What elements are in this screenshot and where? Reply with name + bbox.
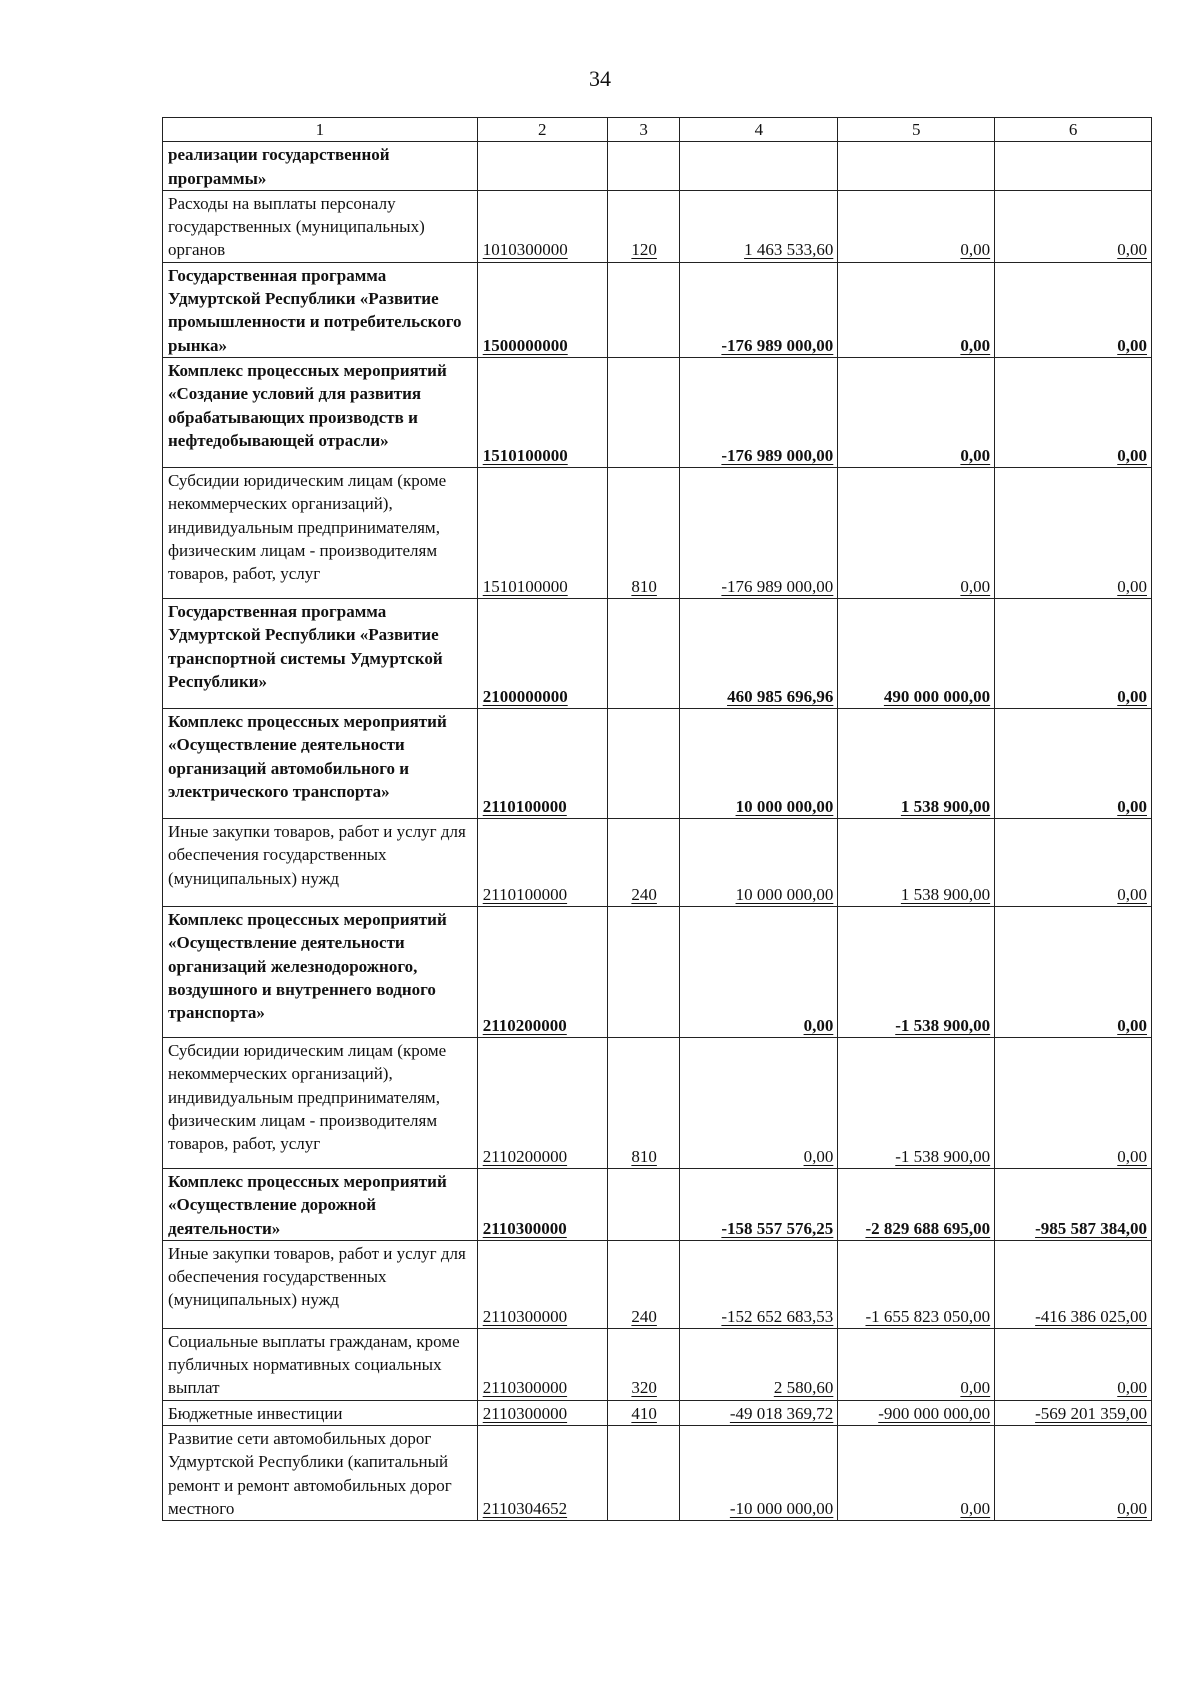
cell-amount-col6-text: 0,00 xyxy=(1117,884,1147,904)
cell-name xyxy=(163,262,478,357)
cell-amount-col4 xyxy=(680,262,838,357)
cell-target-code-text: 2110300000 xyxy=(482,1378,568,1398)
cell-expense-type xyxy=(607,906,680,1037)
cell-amount-col6 xyxy=(995,708,1152,818)
cell-expense-type xyxy=(607,262,680,357)
cell-amount-col4-text: 0,00 xyxy=(803,1015,834,1035)
cell-amount-col4 xyxy=(680,1328,838,1400)
cell-expense-type xyxy=(607,818,680,906)
cell-amount-col6 xyxy=(995,1240,1152,1328)
cell-amount-col6 xyxy=(995,906,1152,1037)
cell-amount-col5 xyxy=(838,142,995,191)
cell-amount-col4-text: 10 000 000,00 xyxy=(735,884,834,904)
table-row xyxy=(163,357,1152,467)
cell-target-code xyxy=(477,190,607,262)
cell-expense-type xyxy=(607,467,680,598)
cell-amount-col6 xyxy=(995,818,1152,906)
cell-expense-type-text: 810 xyxy=(631,1146,657,1166)
cell-amount-col4-text: -176 989 000,00 xyxy=(721,335,834,355)
cell-amount-col5 xyxy=(838,1426,995,1521)
table-row xyxy=(163,818,1152,906)
cell-amount-col6 xyxy=(995,1168,1152,1240)
cell-amount-col5 xyxy=(838,190,995,262)
cell-amount-col6 xyxy=(995,262,1152,357)
table-row xyxy=(163,708,1152,818)
cell-amount-col4-text: 0,00 xyxy=(803,1146,834,1166)
cell-target-code xyxy=(477,708,607,818)
cell-expense-type-text: 410 xyxy=(631,1403,657,1423)
cell-amount-col5-text: 1 538 900,00 xyxy=(900,884,991,904)
cell-name-text: Комплекс процессных мероприятий «Осуществление деятельности организаций автомобильного и электрического транспорта» xyxy=(168,711,447,801)
cell-expense-type xyxy=(607,142,680,191)
cell-amount-col5 xyxy=(838,906,995,1037)
cell-name-text: Комплекс процессных мероприятий «Создание условий для развития обрабатывающих производств и нефтедобывающей отрасли» xyxy=(168,360,447,450)
cell-amount-col5-text: 0,00 xyxy=(960,335,991,355)
cell-amount-col5-text: 0,00 xyxy=(960,1378,991,1398)
cell-expense-type xyxy=(607,708,680,818)
cell-expense-type xyxy=(607,1400,680,1425)
cell-expense-type-text: 240 xyxy=(631,1306,657,1326)
cell-amount-col6 xyxy=(995,1400,1152,1425)
cell-target-code xyxy=(477,1400,607,1425)
cell-amount-col6-text: 0,00 xyxy=(1117,1378,1147,1398)
cell-name xyxy=(163,818,478,906)
cell-name xyxy=(163,1328,478,1400)
cell-amount-col6-text: 0,00 xyxy=(1117,240,1147,260)
cell-target-code-text: 1010300000 xyxy=(482,240,568,260)
table-row xyxy=(163,190,1152,262)
cell-amount-col4 xyxy=(680,1037,838,1168)
cell-amount-col5-text: -1 655 823 050,00 xyxy=(865,1306,991,1326)
cell-amount-col5-text: -1 538 900,00 xyxy=(895,1146,991,1166)
cell-target-code xyxy=(477,1168,607,1240)
header-col-4: 4 xyxy=(680,118,838,142)
cell-amount-col5 xyxy=(838,1400,995,1425)
cell-expense-type-text: 240 xyxy=(631,884,657,904)
cell-amount-col4-text: 460 985 696,96 xyxy=(727,686,834,706)
cell-target-code-text: 2110100000 xyxy=(482,796,567,816)
cell-amount-col6 xyxy=(995,598,1152,708)
cell-amount-col4 xyxy=(680,142,838,191)
cell-amount-col4-text: -176 989 000,00 xyxy=(721,576,834,596)
cell-target-code xyxy=(477,467,607,598)
cell-expense-type-text: 810 xyxy=(631,576,657,596)
cell-expense-type xyxy=(607,357,680,467)
cell-amount-col5 xyxy=(838,1328,995,1400)
cell-amount-col4-text: -152 652 683,53 xyxy=(721,1306,834,1326)
cell-expense-type-text: 320 xyxy=(631,1378,657,1398)
cell-name-text: Субсидии юридическим лицам (кроме некоммерческих организаций), индивидуальным предпринимателям, физическим лицам - производителям товаров, работ, услуг xyxy=(168,1040,447,1154)
table-row xyxy=(163,142,1152,191)
cell-expense-type-text: 120 xyxy=(631,240,657,260)
cell-name-text: Иные закупки товаров, работ и услуг для обеспечения государственных (муниципальных) нужд xyxy=(168,821,466,888)
cell-name-text: Субсидии юридическим лицам (кроме некоммерческих организаций), индивидуальным предпринимателям, физическим лицам - производителям товаров, работ, услуг xyxy=(168,470,447,584)
table-row xyxy=(163,1240,1152,1328)
cell-amount-col5 xyxy=(838,1168,995,1240)
cell-amount-col5-text: 490 000 000,00 xyxy=(883,686,991,706)
cell-amount-col4 xyxy=(680,1426,838,1521)
cell-amount-col5 xyxy=(838,1037,995,1168)
cell-name-text: реализации государственной программы» xyxy=(168,145,390,188)
cell-expense-type xyxy=(607,1328,680,1400)
cell-amount-col6 xyxy=(995,1037,1152,1168)
cell-amount-col6 xyxy=(995,142,1152,191)
cell-amount-col6-text: 0,00 xyxy=(1117,445,1147,465)
cell-amount-col4-text: -49 018 369,72 xyxy=(729,1403,834,1423)
cell-amount-col5 xyxy=(838,598,995,708)
cell-expense-type xyxy=(607,1168,680,1240)
cell-amount-col5-text: 0,00 xyxy=(960,576,991,596)
table-row xyxy=(163,467,1152,598)
table-row xyxy=(163,1328,1152,1400)
cell-amount-col5 xyxy=(838,708,995,818)
cell-amount-col5-text: 0,00 xyxy=(960,445,991,465)
cell-target-code-text: 2110300000 xyxy=(482,1403,568,1423)
cell-amount-col5-text: 0,00 xyxy=(960,240,991,260)
cell-amount-col5 xyxy=(838,357,995,467)
cell-target-code-text: 2100000000 xyxy=(482,686,568,706)
cell-amount-col6-text: 0,00 xyxy=(1117,796,1147,816)
cell-target-code xyxy=(477,1240,607,1328)
cell-target-code-text: 2110300000 xyxy=(482,1306,568,1326)
cell-amount-col6-text: -416 386 025,00 xyxy=(1035,1306,1147,1326)
cell-name xyxy=(163,1426,478,1521)
cell-target-code-text: 2110304652 xyxy=(482,1498,568,1518)
cell-amount-col6 xyxy=(995,357,1152,467)
cell-amount-col4 xyxy=(680,708,838,818)
cell-target-code-text: 2110200000 xyxy=(482,1015,567,1035)
cell-amount-col4 xyxy=(680,818,838,906)
cell-amount-col4 xyxy=(680,1168,838,1240)
cell-amount-col6-text: 0,00 xyxy=(1117,1146,1147,1166)
cell-target-code xyxy=(477,598,607,708)
cell-name xyxy=(163,142,478,191)
cell-amount-col5 xyxy=(838,262,995,357)
cell-amount-col4 xyxy=(680,1240,838,1328)
table-header-row xyxy=(163,118,1152,142)
cell-name-text: Государственная программа Удмуртской Республики «Развитие транспортной системы Удмуртской Республики» xyxy=(168,601,443,691)
cell-target-code-text: 1500000000 xyxy=(482,335,568,355)
cell-name-text: Расходы на выплаты персоналу государственных (муниципальных) органов xyxy=(168,193,425,260)
cell-name-text: Социальные выплаты гражданам, кроме публичных нормативных социальных выплат xyxy=(168,1331,460,1398)
cell-amount-col4 xyxy=(680,906,838,1037)
header-col-3: 3 xyxy=(607,118,680,142)
table-row xyxy=(163,906,1152,1037)
cell-amount-col5 xyxy=(838,1240,995,1328)
cell-amount-col6-text: 0,00 xyxy=(1117,1498,1147,1518)
cell-amount-col5-text: 0,00 xyxy=(960,1498,991,1518)
cell-amount-col4-text: 2 580,60 xyxy=(773,1378,834,1398)
cell-amount-col4 xyxy=(680,357,838,467)
cell-name-text: Бюджетные инвестиции xyxy=(168,1403,343,1423)
cell-expense-type xyxy=(607,1240,680,1328)
cell-amount-col6 xyxy=(995,1426,1152,1521)
cell-expense-type xyxy=(607,598,680,708)
cell-name xyxy=(163,598,478,708)
cell-amount-col4 xyxy=(680,1400,838,1425)
cell-target-code-text: 2110200000 xyxy=(482,1146,568,1166)
cell-amount-col6-text: -985 587 384,00 xyxy=(1035,1218,1147,1238)
cell-target-code xyxy=(477,1037,607,1168)
table-row xyxy=(163,1426,1152,1521)
cell-amount-col6 xyxy=(995,190,1152,262)
budget-table xyxy=(162,117,1152,1521)
cell-amount-col6 xyxy=(995,1328,1152,1400)
cell-amount-col6-text: 0,00 xyxy=(1117,335,1147,355)
cell-name-text: Развитие сети автомобильных дорог Удмуртской Республики (капитальный ремонт и ремонт автомобильных дорог местного xyxy=(168,1429,452,1518)
cell-amount-col4-text: -176 989 000,00 xyxy=(721,445,834,465)
cell-amount-col4-text: 10 000 000,00 xyxy=(735,796,834,816)
cell-amount-col4-text: -10 000 000,00 xyxy=(729,1498,834,1518)
cell-amount-col6-text: -569 201 359,00 xyxy=(1035,1403,1147,1423)
cell-name xyxy=(163,1240,478,1328)
cell-target-code-text: 1510100000 xyxy=(482,576,568,596)
cell-name-text: Комплекс процессных мероприятий «Осуществление деятельности организаций железнодорожного, воздушного и внутреннего водного транспорта» xyxy=(168,909,447,1023)
cell-amount-col5-text: -1 538 900,00 xyxy=(895,1015,991,1035)
header-col-1: 1 xyxy=(163,118,478,142)
cell-name xyxy=(163,708,478,818)
cell-target-code-text: 2110100000 xyxy=(482,884,568,904)
cell-amount-col6-text: 0,00 xyxy=(1117,686,1147,706)
cell-name xyxy=(163,1400,478,1425)
cell-name xyxy=(163,190,478,262)
cell-name xyxy=(163,1037,478,1168)
table-row xyxy=(163,1400,1152,1425)
cell-expense-type xyxy=(607,190,680,262)
page-number: 34 xyxy=(589,66,611,91)
table-row xyxy=(163,262,1152,357)
cell-name xyxy=(163,1168,478,1240)
cell-amount-col5-text: 1 538 900,00 xyxy=(900,796,991,816)
cell-target-code xyxy=(477,1328,607,1400)
cell-target-code xyxy=(477,1426,607,1521)
cell-target-code xyxy=(477,262,607,357)
cell-amount-col4 xyxy=(680,467,838,598)
cell-name-text: Комплекс процессных мероприятий «Осуществление дорожной деятельности» xyxy=(168,1171,447,1238)
cell-amount-col6-text: 0,00 xyxy=(1117,576,1147,596)
table-row xyxy=(163,1037,1152,1168)
header-col-6: 6 xyxy=(995,118,1152,142)
cell-amount-col5-text: -900 000 000,00 xyxy=(878,1403,991,1423)
table-row xyxy=(163,1168,1152,1240)
cell-target-code-text: 2110300000 xyxy=(482,1218,567,1238)
cell-amount-col4 xyxy=(680,598,838,708)
cell-expense-type xyxy=(607,1426,680,1521)
cell-name-text: Иные закупки товаров, работ и услуг для обеспечения государственных (муниципальных) нужд xyxy=(168,1243,466,1310)
header-col-2: 2 xyxy=(477,118,607,142)
cell-target-code xyxy=(477,906,607,1037)
cell-name-text: Государственная программа Удмуртской Республики «Развитие промышленности и потребительского рынка» xyxy=(168,265,462,355)
cell-amount-col5 xyxy=(838,818,995,906)
table-row xyxy=(163,598,1152,708)
cell-amount-col5-text: -2 829 688 695,00 xyxy=(865,1218,991,1238)
cell-amount-col6 xyxy=(995,467,1152,598)
cell-name xyxy=(163,906,478,1037)
cell-amount-col4-text: 1 463 533,60 xyxy=(744,240,834,260)
cell-name xyxy=(163,467,478,598)
cell-amount-col5 xyxy=(838,467,995,598)
cell-expense-type xyxy=(607,1037,680,1168)
cell-target-code xyxy=(477,142,607,191)
cell-target-code xyxy=(477,818,607,906)
cell-target-code-text: 1510100000 xyxy=(482,445,568,465)
header-col-5: 5 xyxy=(838,118,995,142)
cell-target-code xyxy=(477,357,607,467)
cell-name xyxy=(163,357,478,467)
cell-amount-col6-text: 0,00 xyxy=(1117,1015,1147,1035)
cell-amount-col4-text: -158 557 576,25 xyxy=(721,1218,834,1238)
cell-amount-col4 xyxy=(680,190,838,262)
